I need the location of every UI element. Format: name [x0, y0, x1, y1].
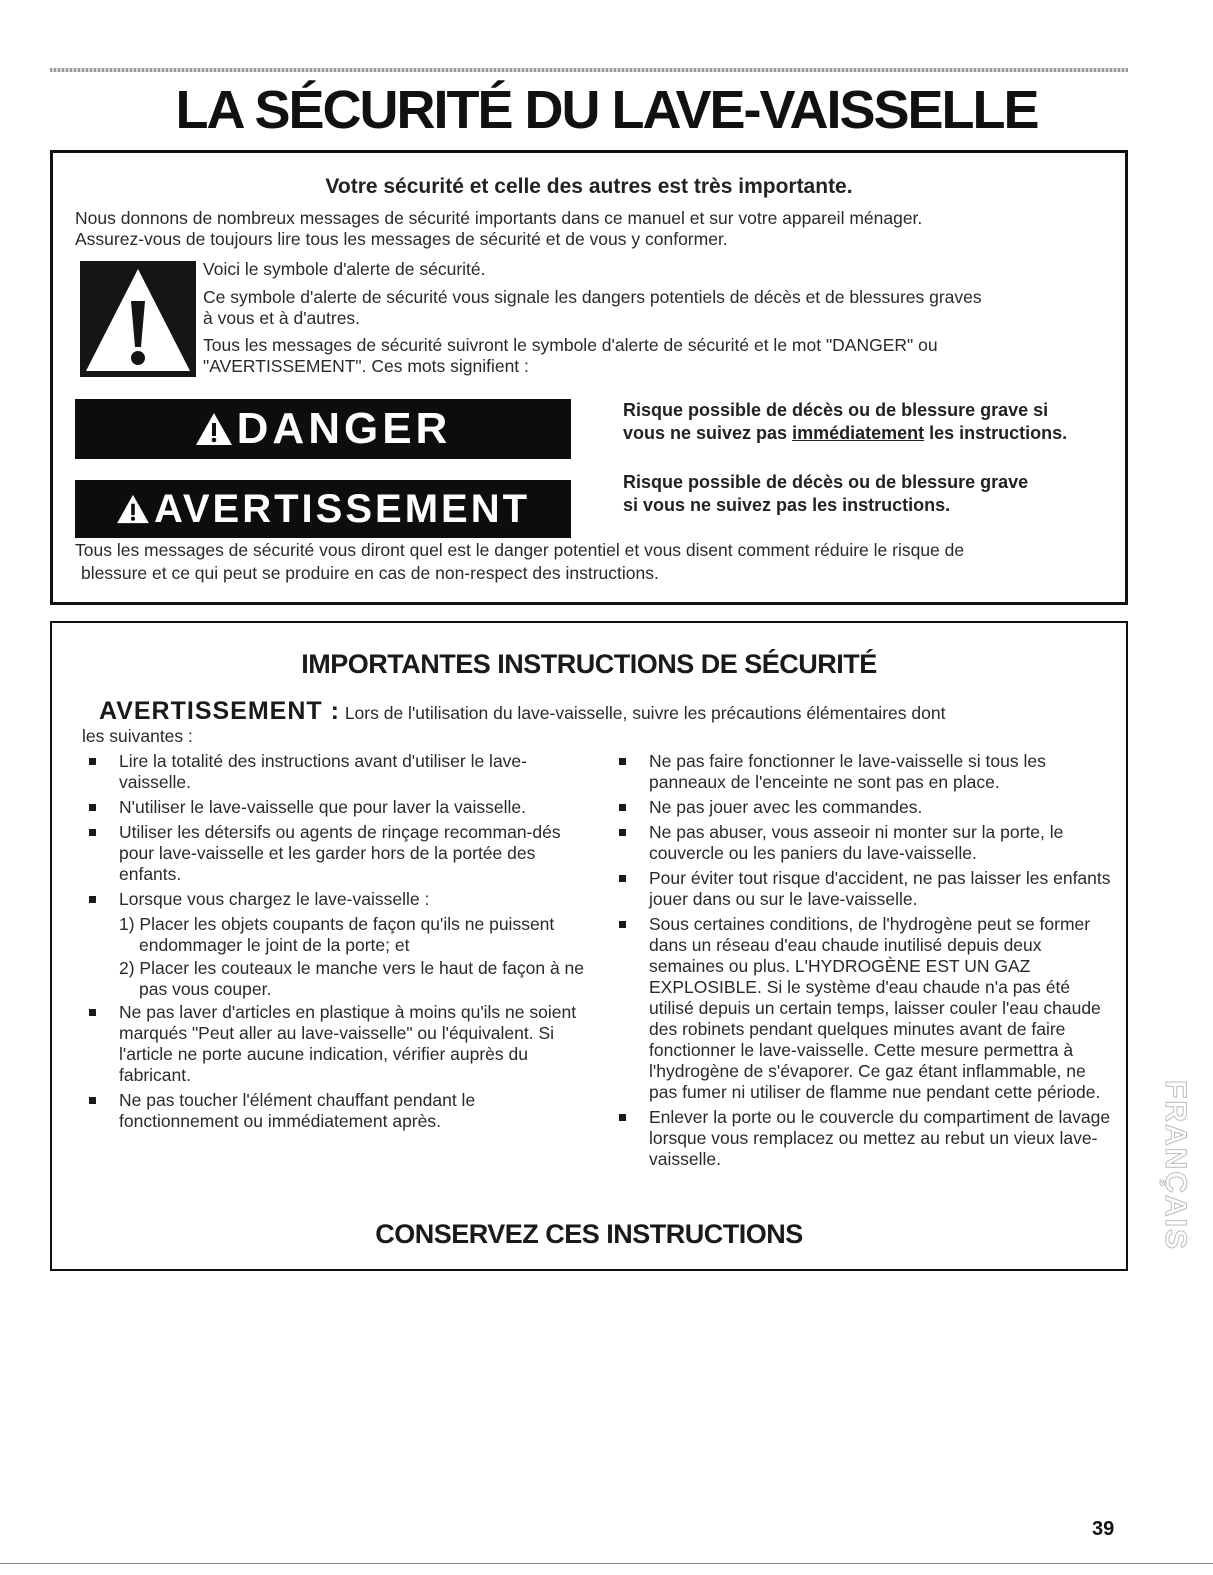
instruction-item	[87, 751, 597, 793]
instruction-item	[617, 751, 1117, 793]
danger-desc-line-2	[623, 422, 1067, 445]
alert-triangle-icon	[80, 261, 196, 377]
symbol-line-4: Tous les messages de sécurité suivront le symbole d'alerte de sécurité et le mot "DANGER" ou	[203, 335, 938, 355]
instruction-item	[617, 822, 1117, 864]
bullet-icon	[619, 875, 626, 882]
symbol-line-3: à vous et à d'autres.	[203, 308, 361, 328]
instruction-text: Ne pas faire fonctionner le lave-vaisselle si tous les panneaux de l'enceinte ne sont pas en place.	[649, 751, 1046, 792]
danger-description	[623, 399, 1067, 445]
instruction-text: Utiliser les détersifs ou agents de rinçage recomman-dés pour lave-vaisselle et les garder hors de la portée des enfants.	[119, 822, 561, 884]
instruction-text: Ne pas abuser, vous asseoir ni monter sur la porte, le couvercle ou les paniers du lave-vaisselle.	[649, 822, 1064, 863]
bullet-icon	[89, 829, 96, 836]
danger-signal-word	[75, 399, 571, 459]
symbol-line-1: Voici le symbole d'alerte de sécurité.	[203, 259, 486, 279]
warning-description	[623, 471, 1028, 517]
intro-line-2: Assurez-vous de toujours lire tous les messages de sécurité et de vous y conformer.	[75, 229, 728, 249]
top-rule	[50, 68, 1128, 72]
bullet-icon	[89, 1097, 96, 1104]
danger-label: DANGER	[236, 404, 452, 453]
warning-desc-line-1: Risque possible de décès ou de blessure grave	[623, 472, 1029, 492]
instruction-item	[87, 797, 597, 818]
page-title: LA SÉCURITÉ DU LAVE-VAISSELLE	[175, 80, 1038, 140]
bullet-icon	[89, 804, 96, 811]
danger-desc-2b: les instructions.	[924, 423, 1068, 443]
instruction-text: Sous certaines conditions, de l'hydrogène peut se former dans un réseau d'eau chaude inutilisé depuis deux semaines ou plus. L'HYDROGÈNE EST UN GAZ EXPLOSIBLE. Si le système d'eau chaude n'a pas été utilisé depuis un certain temps, laisser couler l'eau chaude des robinets pendant quelques minutes avant de faire fonctionner le lave-vaisselle. Cette mesure permettra à l'hydrogène de s'évaporer. Ce gaz étant inflammable, ne pas fumer ni utiliser de flamme nue pendant cette période.	[649, 914, 1101, 1102]
bullet-icon	[619, 804, 626, 811]
danger-desc-underlined: immédiatement	[792, 423, 925, 443]
instruction-item	[87, 958, 597, 1000]
bullet-icon	[619, 1114, 626, 1121]
bottom-rule	[0, 1563, 1213, 1564]
warning-intro-text: Lors de l'utilisation du lave-vaisselle, suivre les précautions élémentaires dont	[344, 703, 946, 723]
closing-line-1: Tous les messages de sécurité vous diront quel est le danger potentiel et vous disent comment réduire le risque de	[75, 540, 965, 560]
warning-signal-word	[75, 480, 571, 538]
alert-triangle-icon	[195, 412, 233, 446]
warning-intro	[99, 697, 945, 726]
save-instructions-footer: CONSERVEZ CES INSTRUCTIONS	[375, 1219, 803, 1249]
page-number: 39	[1092, 1518, 1115, 1540]
warning-intro-label: AVERTISSEMENT :	[99, 697, 340, 725]
left-instruction-list	[87, 751, 597, 1136]
instruction-text: Lorsque vous chargez le lave-vaisselle :	[119, 889, 430, 909]
instruction-text: Ne pas toucher l'élément chauffant pendant le fonctionnement ou immédiatement après.	[119, 1090, 476, 1131]
closing-line-2: blessure et ce qui peut se produire en cas de non-respect des instructions.	[81, 563, 659, 583]
instruction-item	[617, 868, 1117, 910]
safety-box	[50, 150, 1128, 605]
symbol-line-2: Ce symbole d'alerte de sécurité vous signale les dangers potentiels de décès et de blessures graves	[203, 287, 982, 307]
language-side-tab	[1160, 1080, 1190, 1360]
warning-intro-text-2: les suivantes :	[82, 726, 193, 746]
instruction-item	[617, 1107, 1117, 1170]
intro-line-1: Nous donnons de nombreux messages de sécurité importants dans ce manuel et sur votre appareil ménager.	[75, 208, 923, 228]
instruction-text: Ne pas jouer avec les commandes.	[649, 797, 923, 817]
instruction-text: Pour éviter tout risque d'accident, ne pas laisser les enfants jouer dans ou sur le lave-vaisselle.	[649, 868, 1111, 909]
instruction-text: 2) Placer les couteaux le manche vers le haut de façon à ne pas vous couper.	[119, 958, 584, 999]
bullet-icon	[619, 829, 626, 836]
alert-triangle-icon	[116, 494, 150, 524]
bullet-icon	[619, 758, 626, 765]
instruction-item	[87, 914, 597, 956]
danger-desc-2a: vous ne suivez pas	[623, 423, 793, 443]
instruction-item	[617, 797, 1117, 818]
symbol-line-5: "AVERTISSEMENT". Ces mots signifient :	[203, 356, 529, 376]
instructions-heading: IMPORTANTES INSTRUCTIONS DE SÉCURITÉ	[301, 649, 877, 679]
language-side-tab-label: FRANÇAIS	[1159, 1080, 1192, 1251]
instruction-text: Enlever la porte ou le couvercle du compartiment de lavage lorsque vous remplacez ou mettez au rebut un vieux lave-vaisselle.	[649, 1107, 1111, 1169]
safety-alert-symbol	[80, 261, 196, 377]
bullet-icon	[89, 758, 96, 765]
right-instruction-list	[617, 751, 1117, 1174]
warning-desc-line-2: si vous ne suivez pas les instructions.	[623, 495, 951, 515]
instruction-item	[87, 889, 597, 910]
danger-desc-line-1: Risque possible de décès ou de blessure grave si	[623, 400, 1049, 420]
bullet-icon	[89, 1009, 96, 1016]
instruction-item	[87, 1090, 597, 1132]
instructions-box	[50, 621, 1128, 1271]
bullet-icon	[619, 921, 626, 928]
instruction-item	[87, 1002, 597, 1086]
instruction-text: 1) Placer les objets coupants de façon qu'ils ne puissent endommager le joint de la porte; et	[119, 914, 555, 955]
instruction-item	[617, 914, 1117, 1103]
warning-label: AVERTISSEMENT	[153, 486, 531, 531]
instruction-text: Ne pas laver d'articles en plastique à moins qu'ils ne soient marqués "Peut aller au lave-vaisselle" ou l'équivalent. Si l'article ne porte aucune indication, vérifier auprès du fabricant.	[119, 1002, 577, 1085]
safety-heading: Votre sécurité et celle des autres est très importante.	[325, 175, 853, 198]
bullet-icon	[89, 896, 96, 903]
instruction-text: Lire la totalité des instructions avant d'utiliser le lave-vaisselle.	[119, 751, 527, 792]
instruction-text: N'utiliser le lave-vaisselle que pour laver la vaisselle.	[119, 797, 526, 817]
instruction-item	[87, 822, 597, 885]
